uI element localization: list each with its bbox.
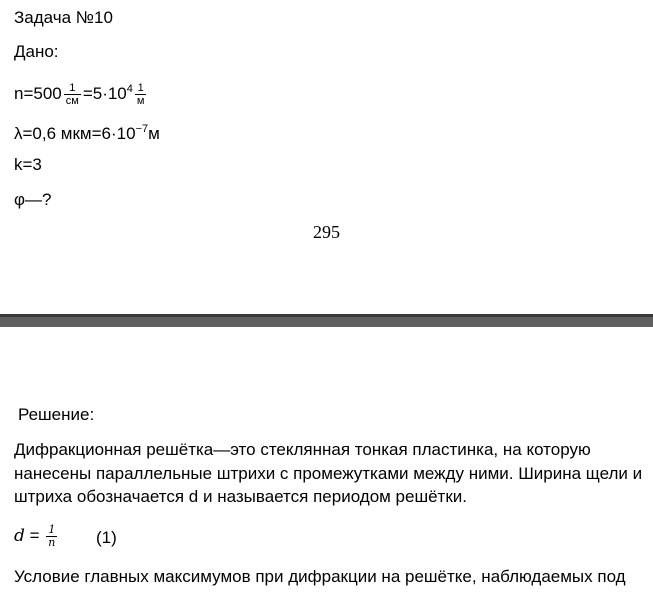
fraction-numerator: 1 (135, 82, 147, 95)
page-separator (0, 314, 653, 327)
formula-equals: = (24, 525, 45, 545)
problem-title: Задача №10 (14, 8, 113, 27)
fraction-denominator: n (48, 536, 56, 549)
fraction-numerator: 1 (64, 82, 81, 95)
definition-paragraph: Дифракционная решётка—это стеклянная тонкая пластинка, на которую нанесены параллельные штрихи с промежутками между ними. Ширина щели и штриха обозначается d и называется периодом решётки. (14, 440, 643, 506)
equation-number: (1) (96, 528, 117, 547)
solution-label: Решение: (18, 405, 95, 424)
fraction-numerator: 1 (46, 524, 57, 537)
given-k: k=3 (14, 155, 42, 174)
fraction-denominator: см (65, 95, 79, 108)
lambda-exponent: −7 (135, 123, 149, 135)
given-label: Дано: (14, 42, 59, 61)
formula-fraction (46, 524, 57, 549)
n-exponent: 4 (126, 83, 133, 95)
continuation-text: Условие главных максимумов при дифракции на решётке, наблюдаемых под (14, 567, 626, 586)
n-lhs: n=500 (14, 84, 62, 103)
fraction-per-m (135, 82, 147, 107)
page-number: 295 (313, 222, 340, 242)
fraction-per-cm (64, 82, 81, 107)
lambda-text: λ=0,6 мкм=6·10 (14, 124, 136, 143)
lambda-unit: м (148, 124, 160, 143)
n-mid: =5·10 (82, 84, 127, 103)
given-n (14, 79, 148, 107)
unknown-phi: φ—? (14, 190, 52, 209)
formula-period (14, 524, 59, 549)
formula-lhs: d (14, 525, 25, 546)
fraction-denominator: м (136, 95, 145, 108)
given-lambda (14, 119, 160, 144)
